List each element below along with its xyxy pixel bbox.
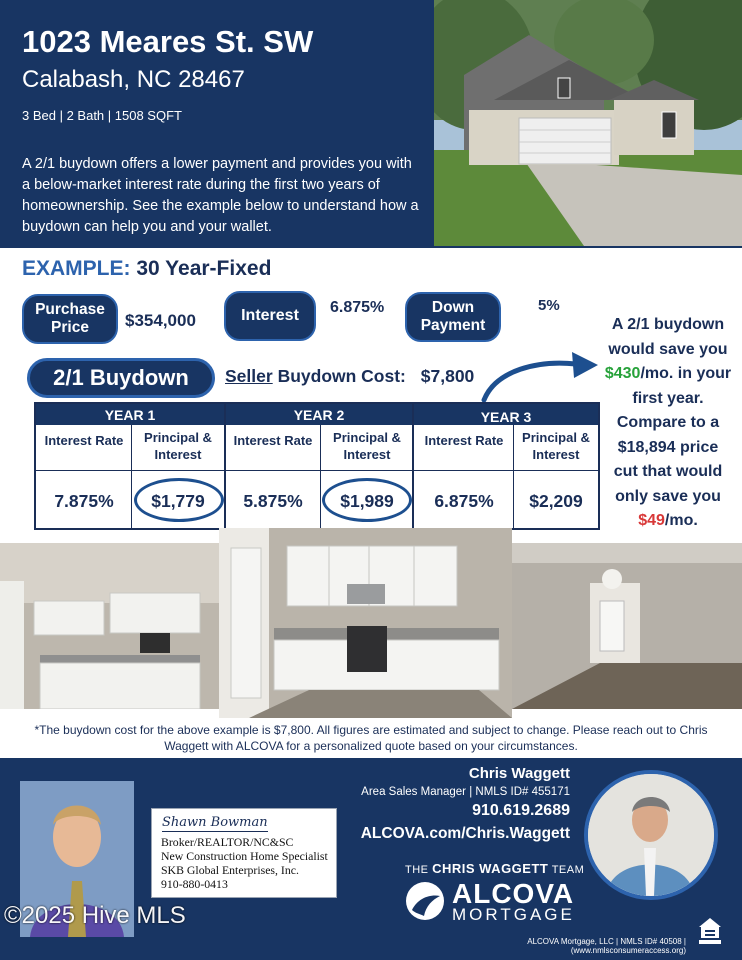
purchase-price-value: $354,000 bbox=[125, 311, 196, 330]
loan-officer-url[interactable]: ALCOVA.com/Chris.Waggett bbox=[360, 825, 570, 842]
agent-specialty: New Construction Home Specialist bbox=[161, 849, 328, 863]
interest-label: Interest bbox=[224, 291, 316, 341]
savings-note-text-2: /mo. in your first year. Compare to a $18,894 price cut that would only save you bbox=[613, 365, 732, 505]
savings-note bbox=[604, 313, 732, 534]
year-3-payment: $2,209 bbox=[529, 490, 583, 511]
team-name bbox=[405, 861, 584, 876]
alcova-mortgage-wordmark: MORTGAGE bbox=[452, 905, 575, 924]
example-title-prefix: EXAMPLE: bbox=[22, 257, 131, 280]
legal-line: ALCOVA Mortgage, LLC | NMLS ID# 40508 | (www.nmlsconsumeraccess.org) bbox=[527, 937, 686, 955]
year-1-payment-highlight bbox=[134, 478, 224, 522]
year-2-payment-highlight bbox=[322, 478, 412, 522]
buydown-intro: A 2/1 buydown offers a lower payment and provides you with a below-market interest rate during the first two years of homeownership. See the example below to understand how a buydown can help you and your wallet. bbox=[22, 156, 419, 235]
loan-officer-name: Chris Waggett bbox=[468, 765, 570, 782]
purchase-price-label: Purchase Price bbox=[22, 294, 118, 344]
example-title-rest: 30 Year-Fixed bbox=[136, 257, 272, 280]
savings-year1-amount: $430 bbox=[604, 365, 641, 382]
buydown-cost-value: $7,800 bbox=[420, 366, 475, 386]
mls-watermark: ©2025 Hive MLS bbox=[4, 902, 186, 929]
year-1-header: YEAR 1 bbox=[104, 406, 156, 423]
agent-info bbox=[161, 835, 328, 891]
year-3-header: YEAR 3 bbox=[480, 408, 532, 425]
savings-note-text-3: /mo. bbox=[664, 512, 698, 529]
loan-officer-title: Area Sales Manager | NMLS ID# 455171 bbox=[361, 786, 570, 798]
alcova-wordmark: ALCOVA bbox=[452, 878, 575, 909]
example-title bbox=[22, 257, 271, 281]
down-payment-label: Down Payment bbox=[405, 292, 501, 342]
curved-arrow-icon bbox=[478, 348, 604, 406]
year-2-payment: $1,989 bbox=[340, 490, 394, 511]
col-interest-rate-2: Interest Rate bbox=[233, 433, 313, 448]
loan-officer-headshot bbox=[584, 770, 718, 900]
col-interest-rate-3: Interest Rate bbox=[424, 433, 504, 448]
property-address: 1023 Meares St. SW bbox=[22, 24, 314, 59]
disclaimer: *The buydown cost for the above example is $7,800. All figures are estimated and subject to change. Please reach out to Chris Waggett with ALCOVA for a personalized quote based on your circumstances. bbox=[34, 723, 708, 753]
loan-officer-phone[interactable]: 910.619.2689 bbox=[472, 802, 570, 819]
agent-signature: Shawn Bowman bbox=[162, 815, 268, 830]
year-2-header: YEAR 2 bbox=[293, 406, 345, 423]
agent-company: SKB Global Enterprises, Inc. bbox=[161, 863, 299, 877]
col-principal-interest-2: Principal & Interest bbox=[333, 430, 401, 462]
alcova-logo-icon bbox=[404, 880, 446, 922]
buydown-table bbox=[34, 402, 600, 530]
agent-title: Broker/REALTOR/NC&SC bbox=[161, 835, 294, 849]
price-cut-savings-amount: $49 bbox=[638, 512, 665, 529]
property-city: Calabash, NC 28467 bbox=[22, 66, 245, 93]
agent-phone: 910-880-0413 bbox=[161, 877, 228, 891]
equal-housing-lender-icon bbox=[697, 916, 723, 946]
seller-word: Seller bbox=[225, 366, 273, 386]
kitchen-photo bbox=[219, 528, 512, 718]
seller-buydown-cost bbox=[225, 366, 474, 387]
down-payment-value: 5% bbox=[538, 297, 560, 314]
interest-value: 6.875% bbox=[330, 299, 385, 316]
year-2-rate: 5.875% bbox=[243, 490, 303, 511]
team-suffix: TEAM bbox=[551, 864, 585, 876]
col-principal-interest-3: Principal & Interest bbox=[522, 430, 590, 462]
year-1-payment: $1,779 bbox=[151, 490, 205, 511]
buydown-label: 2/1 Buydown bbox=[27, 358, 215, 398]
house-exterior-photo bbox=[434, 0, 742, 246]
property-specs: 3 Bed | 2 Bath | 1508 SQFT bbox=[22, 108, 182, 123]
year-3-rate: 6.875% bbox=[434, 490, 494, 511]
year-1-rate: 7.875% bbox=[54, 490, 114, 511]
col-principal-interest-1: Principal & Interest bbox=[144, 430, 212, 462]
listing-agent-card bbox=[151, 808, 337, 898]
buydown-cost-label: Buydown Cost: bbox=[277, 366, 406, 386]
team-name-bold: CHRIS WAGGETT bbox=[432, 861, 549, 876]
col-interest-rate-1: Interest Rate bbox=[44, 433, 124, 448]
team-prefix: THE bbox=[405, 864, 429, 876]
savings-note-text-1: A 2/1 buydown would save you bbox=[608, 316, 728, 358]
